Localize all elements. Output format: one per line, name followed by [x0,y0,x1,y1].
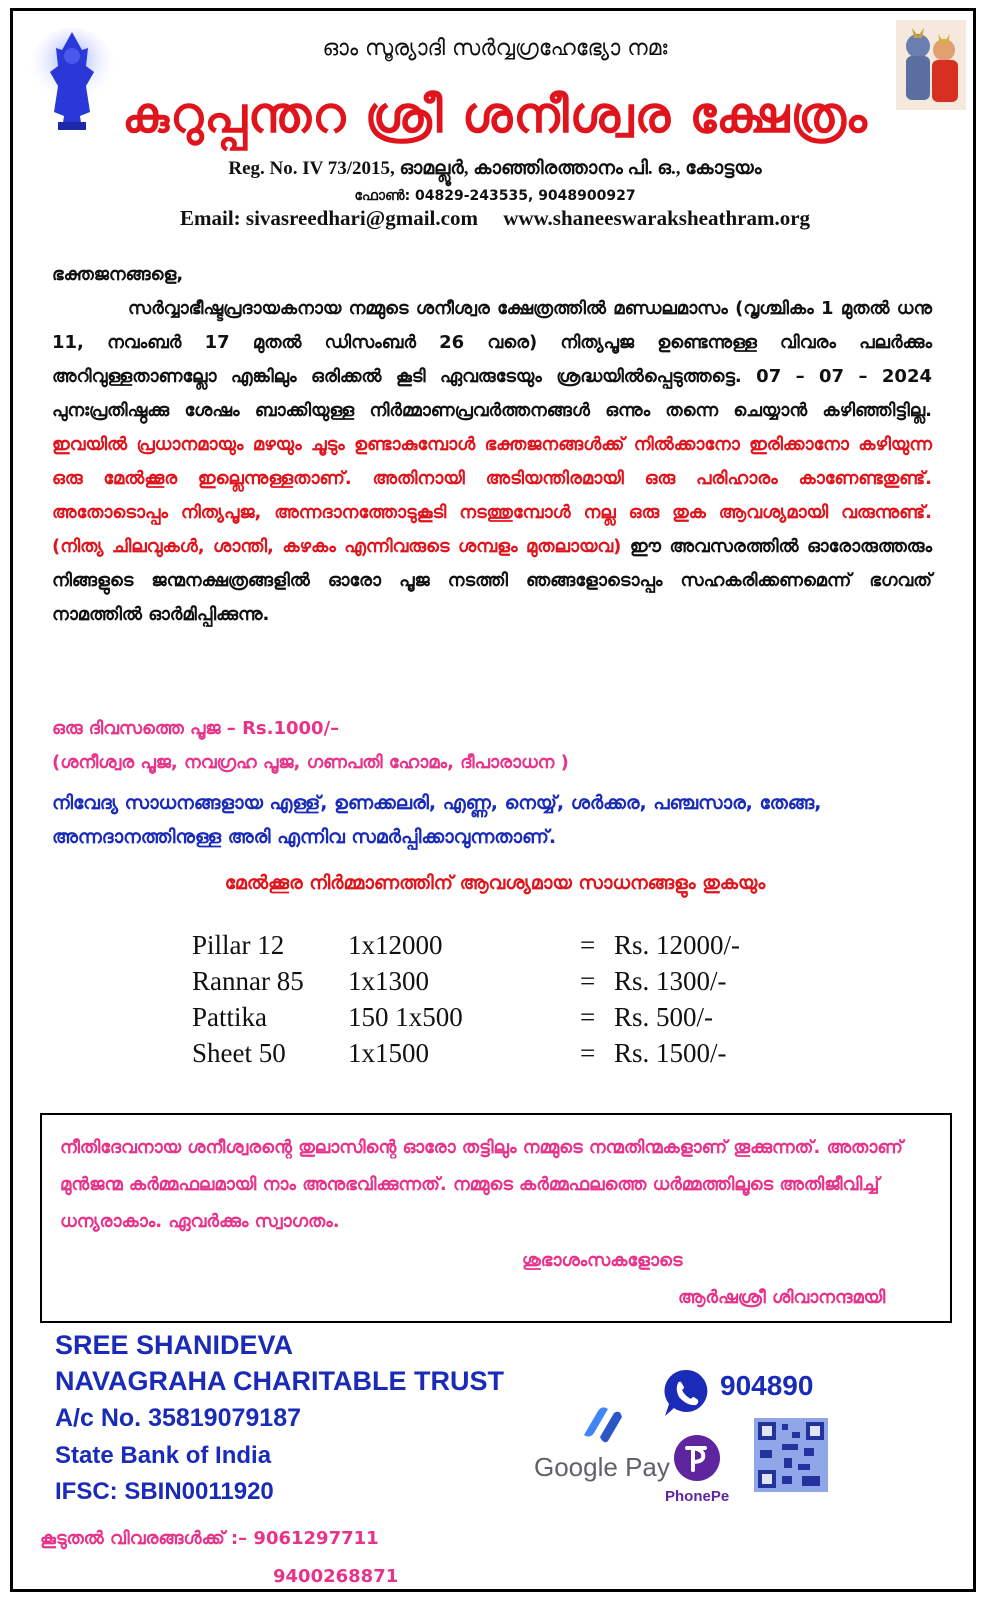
material-calc: 1x1500 [348,1038,429,1068]
material-item: Pillar 12 [192,930,285,960]
material-calc: 1x1300 [348,966,429,996]
table-row [192,930,792,966]
ifsc-code: IFSC: SBIN0011920 [55,1478,274,1505]
trust-name-line-2: NAVAGRAHA CHARITABLE TRUST [55,1366,504,1396]
contact-info: കൂടുതൽ വിവരങ്ങൾക്ക് :– 9061297711 [40,1528,379,1549]
message-box [40,1113,952,1323]
letter-text-intro: സർവ്വാഭീഷ്ടപ്രദായകനായ നമ്മുടെ ശനീശ്വര ക്ഷേത്രത്തിൽ മണ്ഡലമാസം (വൃശ്ചികം 1 മുതൽ ധനു 11, നവംബർ 17 മുതൽ ഡിസംബർ 26 വരെ) നിത്യപൂജ ഉണ്ടെന്നുള്ള വിവരം പലർക്കും അറിവുള്ളതാണല്ലോ എങ്കിലും ഒരിക്കൽ കൂടി ഏവരുടേയും ശ്രദ്ധയിൽപ്പെടുത്തട്ടെ. 07 – 07 – 2024 പുനഃപ്രതിഷ്ഠക്കു ശേഷം ബാക്കിയുള്ള നിർമ്മാണപ്രവർത്തനങ്ങൾ ഒന്നും തന്നെ ചെയ്യാൻ കഴിഞ്ഞിട്ടില്ല. [52,298,932,421]
material-equals: = [580,1038,596,1068]
letter-text-highlight: ഇവയിൽ പ്രധാനമായും മഴയും ചൂടും ഉണ്ടാകുമ്പോൾ ഭക്തജനങ്ങൾക്ക് നിൽക്കാനോ ഇരിക്കാനോ കഴിയുന്ന ഒരു മേൽക്കൂര ഇല്ലെന്നുള്ളതാണ്. അതിനായി അടിയന്തിരമായി ഒരു പരിഹാരം കാണേണ്ടതുണ്ട്. അതോടൊപ്പം നിത്യപൂജ, അന്നദാനത്തോടുകൂടി നടത്തുമ്പോൾ നല്ല ഒരു തുക ആവശ്യമായി വരുന്നുണ്ട്. (നിത്യ ചിലവുകൾ, ശാന്തി, കഴകം എന്നിവരുടെ ശമ്പളം മുതലായവ) [52,434,932,557]
table-row [192,1002,792,1038]
pooja-items: (ശനീശ്വര പൂജ, നവഗ്രഹ പൂജ, ഗണപതി ഹോമം, ദീപാരാധന ) [52,752,569,773]
material-item: Sheet 50 [192,1038,286,1068]
salutation: ഭക്തജനങ്ങളെ, [52,264,184,285]
email-text: Email: sivasreedhari@gmail.com [179,206,478,230]
phonepe-icon [673,1434,721,1482]
whatsapp-icon [663,1368,709,1420]
material-calc: 1x12000 [348,930,443,960]
material-amount: Rs. 1500/- [614,1038,727,1068]
registration-address: Reg. No. IV 73/2015, ഓമല്ലൂർ, കാഞ്ഞിരത്താനം പി. ഒ., കോട്ടയം [228,158,762,179]
table-row [192,966,792,1002]
table-row [192,1038,792,1074]
roof-materials-title: മേൽക്കൂര നിർമ്മാണത്തിന് ആവശ്യമായ സാധനങ്ങളും തുകയും [224,872,766,894]
phonepe-label: PhonePe [665,1488,730,1505]
contact-line [0,206,990,231]
material-equals: = [580,930,596,960]
material-amount: Rs. 500/- [614,1002,714,1032]
material-equals: = [580,1002,596,1032]
temple-name: കുറുപ്പന്തറ ശ്രീ ശനീശ്വര ക്ഷേത്രം [122,86,868,144]
wishes-text: ശുഭാശംസകളോടെ [522,1250,683,1271]
website-text: www.shaneeswaraksheathram.org [503,206,811,230]
material-calc: 150 1x500 [348,1002,463,1032]
phone-line: ഫോൺ: 04829-243535, 9048900927 [354,188,636,204]
material-equals: = [580,966,596,996]
trust-name-line-1: SREE SHANIDEVA [55,1330,294,1360]
material-item: Pattika [192,1002,267,1032]
qr-code-icon [754,1418,828,1492]
bank-name: State Bank of India [55,1442,272,1469]
offerings-text: നിവേദ്യ സാധനങ്ങളായ എള്ള്, ഉണക്കലരി, എണ്ണ, നെയ്യ്, ശർക്കര, പഞ്ചസാര, തേങ്ങ, അന്നദാനത്തിനുള്ള അരി എന്നിവ സമർപ്പിക്കാവുന്നതാണ്. [52,792,822,848]
message-text: നീതിദേവനായ ശനീശ്വരന്റെ തുലാസിന്റെ ഓരോ തട്ടിലും നമ്മുടെ നന്മതിന്മകളാണ് തൂക്കുന്നത്. അതാണ് മുൻജന്മ കർമ്മഫലമായി നാം അനുഭവിക്കുന്നത്. നമ്മുടെ കർമ്മഫലത്തെ ധർമ്മത്തിലൂടെ അതിജീവിച്ച് ധന്യരാകാം. ഏവർക്കും സ്വാഗതം. [60,1137,903,1232]
letter-text-appeal: ഈ അവസരത്തിൽ ഓരോരുത്തരും നിങ്ങളുടെ ജന്മനക്ഷത്രങ്ങളിൽ ഓരോ പൂജ നടത്തി ഞങ്ങളോടൊപ്പം സഹകരിക്കണമെന്ന് ഭഗവത് നാമത്തിൽ ഓർമിപ്പിക്കുന്നു. [52,536,932,625]
whatsapp-number: 904890 [720,1370,814,1401]
material-amount: Rs. 12000/- [614,930,741,960]
letter-paragraph [52,292,932,632]
contact-phone-2: 9400268871 [273,1566,399,1587]
materials-table [192,930,792,1074]
material-item: Rannar 85 [192,966,304,996]
google-pay-icon [578,1405,626,1445]
material-amount: Rs. 1300/- [614,966,727,996]
google-pay-label: Google Pay [534,1452,670,1482]
invocation-text: ഓം സൂര്യാദി സർവ്വഗ്രഹേഭ്യോ നമഃ [322,36,668,61]
account-number: A/c No. 35819079187 [55,1404,302,1432]
pooja-price: ഒരു ദിവസത്തെ പൂജ – Rs.1000/– [52,718,340,739]
signer-name: ആർഷശ്രീ ശിവാനന്ദമയി [678,1287,886,1308]
